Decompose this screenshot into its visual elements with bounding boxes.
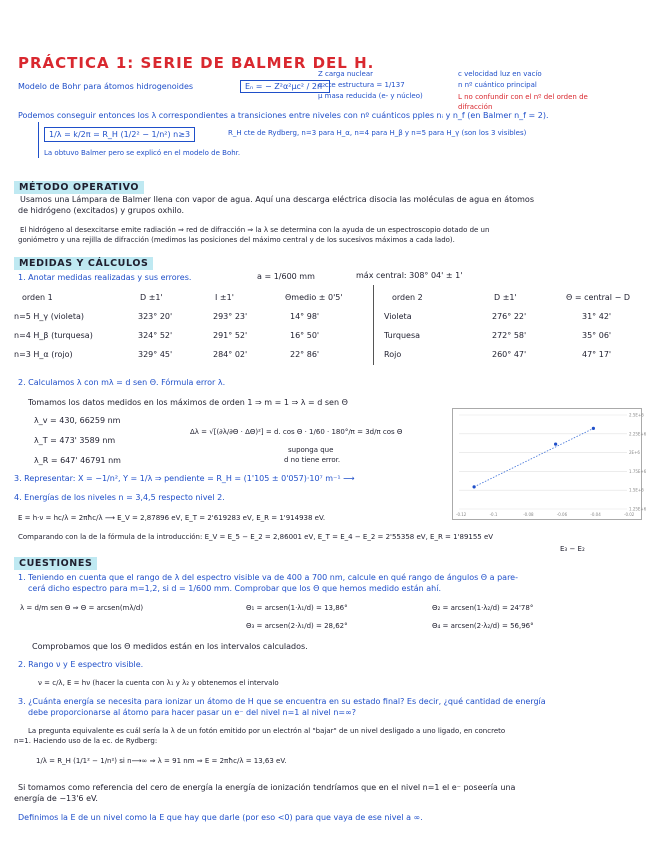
q2-text: ν = c/λ, E = hν (hacer la cuenta con λ₁ y λ₂ y obtenemos el intervalo	[38, 679, 279, 687]
q3-conclusion: Definimos la E de un nivel como la E que hay que darle (por eso <0) para que vaya de ese nivel a ∞.	[18, 813, 423, 822]
balmer-note: La obtuvo Balmer pero se explicó en el modelo de Bohr.	[44, 149, 241, 157]
step2-text: Tomamos los datos medidos en los máximos de orden 1 ⇒ m = 1 ⇒ λ = d sen Θ	[28, 398, 348, 407]
energy-line: E = h·ν = hc/λ = 2πħc/λ ⟶ E_V = 2,87896 eV, E_T = 2'619283 eV, E_R = 1'914938 eV.	[18, 514, 326, 522]
lt-r2c2: 284° 02'	[213, 350, 248, 359]
lt-r1c3: 16° 50'	[290, 331, 320, 340]
plot-x-tick: -0.06	[556, 512, 568, 517]
step3: 3. Representar: X = −1/n², Y = 1/λ ⇒ pendiente = R_H = (1'105 ± 0'057)·10⁷ m⁻¹ ⟶	[14, 474, 355, 483]
rt-r0c2: 31° 42'	[582, 312, 612, 321]
rt-r1c1: 272° 58'	[492, 331, 527, 340]
cuestiones-heading: CUESTIONES	[14, 557, 97, 570]
q1-formula: λ = d/m sen Θ ⇒ Θ = arcsen(mλ/d)	[20, 604, 144, 612]
rt-h2: Θ = central − D	[566, 293, 630, 302]
lt-r1c0: n=4 H_β (turquesa)	[14, 331, 93, 340]
page-title: PRÁCTICA 1: SERIE DE BALMER DEL H.	[18, 54, 375, 72]
bohr-formula: Eₙ = − Z²α²μc² / 2n²	[240, 80, 330, 93]
rt-r2c1: 260° 47'	[492, 350, 527, 359]
compare-line: Comparando con la de la fórmula de la introducción: E_V = E_5 − E_2 = 2,86001 eV, E_T = E_4 − E_2 = 2'55358 eV, E_R = 1'89155 eV	[18, 533, 494, 541]
plot-y-tick: 1.75E+6	[629, 468, 647, 474]
rydberg-plot-svg	[453, 409, 647, 519]
rydberg-plot	[452, 408, 647, 520]
q3-text2: n=1. Haciendo uso de la ec. de Rydberg:	[14, 737, 158, 745]
error-formula: Δλ = √[(∂λ/∂Θ · ΔΘ)²] = d. cos Θ · 1/60 · 180°/π = 3d/π cos Θ	[190, 428, 403, 436]
lambda-turquesa: λ_T = 473' 3589 nm	[34, 436, 116, 445]
lt-r0c3: 14° 98'	[290, 312, 320, 321]
plot-x-tick: -0.08	[523, 512, 534, 517]
metodo-p1a: Usamos una Lámpara de Balmer llena con vapor de agua. Aquí una descarga eléctrica disocia las moléculas de agua en átomos	[20, 195, 534, 204]
metodo-p2a: El hidrógeno al desexcitarse emite radiación ⇒ red de difracción ⇒ la λ se determina con la ayuda de un espectroscopio dotado de un	[20, 226, 490, 234]
rt-r0c0: Violeta	[384, 312, 412, 321]
table-divider	[373, 285, 374, 365]
lt-r0c0: n=5 H_γ (violeta)	[14, 312, 84, 321]
q1b: cerá dicho espectro para m=1,2, si d = 1/600 mm. Comprobar que los Θ que hemos medido están ahí.	[28, 584, 441, 593]
q2: 2. Rango ν y E espectro visible.	[18, 660, 144, 669]
q3-text3: Si tomamos como referencia del cero de energía la energía de ionización tendríamos que en el nivel n=1 el e⁻ poseería una	[18, 783, 516, 792]
metodo-p2b: goniómetro y una rejilla de difracción (medimos las posiciones del máximo central y de los sucesivos máximos a cada lado).	[18, 236, 455, 244]
q3b: debe proporcionarse al átomo para hacer pasar un e⁻ del nivel n=1 al nivel n=∞?	[28, 708, 357, 717]
q3-text1: La pregunta equivalente es cuál sería la λ de un fotón emitido por un electrón al "bajar" de un nivel desligado a uno ligado, en concreto	[28, 727, 506, 735]
q1a: 1. Teniendo en cuenta que el rango de λ del espectro visible va de 400 a 700 nm, calcule en qué rango de ángulos Θ a pare-	[18, 573, 518, 582]
rt-r1c2: 35° 06'	[582, 331, 612, 340]
compare-last: E₃ − E₂	[560, 545, 585, 553]
plot-x-tick: -0.12	[456, 512, 467, 517]
step4: 4. Energías de los niveles n = 3,4,5 respecto nivel 2.	[14, 493, 225, 502]
legend-n: n nº cuántico principal	[458, 81, 537, 89]
plot-x-tick: -0.1	[489, 512, 498, 517]
formula-bracket	[38, 122, 39, 158]
plot-y-tick: 1.5E+6	[629, 487, 644, 493]
plot-point	[592, 427, 595, 430]
q1-theta3: Θ₃ = arcsen(2·λ₁/d) = 28,62°	[246, 622, 348, 630]
q3-text4: energía de −13'6 eV.	[14, 794, 98, 803]
lambda-violeta: λ_v = 430, 66259 nm	[34, 416, 121, 425]
plot-x-tick: -0.04	[590, 512, 601, 517]
lt-r0c1: 323° 20'	[138, 312, 173, 321]
lt-r1c1: 324° 52'	[138, 331, 173, 340]
medidas-heading: MEDIDAS Y CÁLCULOS	[14, 257, 153, 270]
q1-check: Comprobamos que los Θ medidos están en los intervalos calculados.	[32, 642, 308, 651]
plot-y-tick: 2E+6	[629, 450, 640, 456]
rt-h1: D ±1'	[494, 293, 517, 302]
q3-formula: 1/λ = R_H (1/1² − 1/n²) si n⟶∞ ⇒ λ = 91 nm ⇒ E = 2πħc/λ = 13,63 eV.	[36, 757, 287, 765]
step2: 2. Calculamos λ con mλ = d sen Θ. Fórmula error λ.	[18, 378, 226, 387]
max-central: máx central: 308° 04' ± 1'	[356, 271, 463, 280]
lt-h3: Θmedio ± 0'5'	[285, 293, 343, 302]
legend-alpha: α cte estructura = 1/137	[318, 81, 405, 89]
step1: 1. Anotar medidas realizadas y sus errores.	[18, 273, 192, 282]
rt-r0c1: 276° 22'	[492, 312, 527, 321]
metodo-p1b: de hidrógeno (excitados) y grupos oxhilo.	[18, 206, 184, 215]
plot-y-tick: 2.25E+6	[629, 431, 647, 437]
lt-h0: orden 1	[22, 293, 53, 302]
transitions-text: Podemos conseguir entonces los λ correspondientes a transiciones entre niveles con nº cuánticos pples nᵢ y n_f (en Balmer n_f = 2).	[18, 111, 549, 120]
lt-r1c2: 291° 52'	[213, 331, 248, 340]
metodo-heading: MÉTODO OPERATIVO	[14, 181, 144, 194]
q3a: 3. ¿Cuánta energía se necesita para ionizar un átomo de H que se encuentra en su estado final? Es decir, ¿qué cantidad de energía	[18, 697, 546, 706]
rydberg-note: R_H cte de Rydberg, n=3 para H_α, n=4 para H_β y n=5 para H_γ (son los 3 visibles)	[228, 129, 527, 137]
bohr-label: Modelo de Bohr para átomos hidrogenoides	[18, 82, 194, 91]
plot-point	[473, 485, 476, 488]
rt-r1c0: Turquesa	[384, 331, 421, 340]
lt-h1: D ±1'	[140, 293, 163, 302]
legend-mu: μ masa reducida (e- y núcleo)	[318, 92, 423, 100]
plot-y-tick: 1.25E+6	[629, 506, 647, 512]
plot-fit-line	[474, 428, 593, 486]
lt-r2c0: n=3 H_α (rojo)	[14, 350, 73, 359]
plot-y-tick: 2.5E+6	[629, 412, 644, 418]
rt-h0: orden 2	[392, 293, 423, 302]
error-note-2: d no tiene error.	[284, 456, 341, 464]
lambda-rojo: λ_R = 647' 46791 nm	[34, 456, 121, 465]
rydberg-formula: 1/λ = k/2π = R_H (1/2² − 1/n²) n≥3	[44, 127, 195, 142]
legend-z: Z carga nuclear	[318, 70, 374, 78]
plot-x-tick: -0.02	[624, 512, 635, 517]
a-value: a = 1/600 mm	[257, 272, 315, 281]
rt-r2c2: 47° 17'	[582, 350, 612, 359]
lt-r0c2: 293° 23'	[213, 312, 248, 321]
lt-h2: I ±1'	[215, 293, 234, 302]
lt-r2c1: 329° 45'	[138, 350, 173, 359]
rt-r2c0: Rojo	[384, 350, 402, 359]
q1-theta2: Θ₂ = arcsen(1·λ₂/d) = 24'78°	[432, 604, 534, 612]
legend-note: L no confundir con el nº del orden de difracción	[458, 93, 588, 111]
q1-theta4: Θ₄ = arcsen(2·λ₂/d) = 56,96°	[432, 622, 534, 630]
legend-c: c velocidad luz en vacío	[458, 70, 542, 78]
error-note-1: suponga que	[288, 446, 334, 454]
q1-theta1: Θ₁ = arcsen(1·λ₁/d) = 13,86°	[246, 604, 348, 612]
plot-point	[554, 443, 557, 446]
lt-r2c3: 22° 86'	[290, 350, 320, 359]
